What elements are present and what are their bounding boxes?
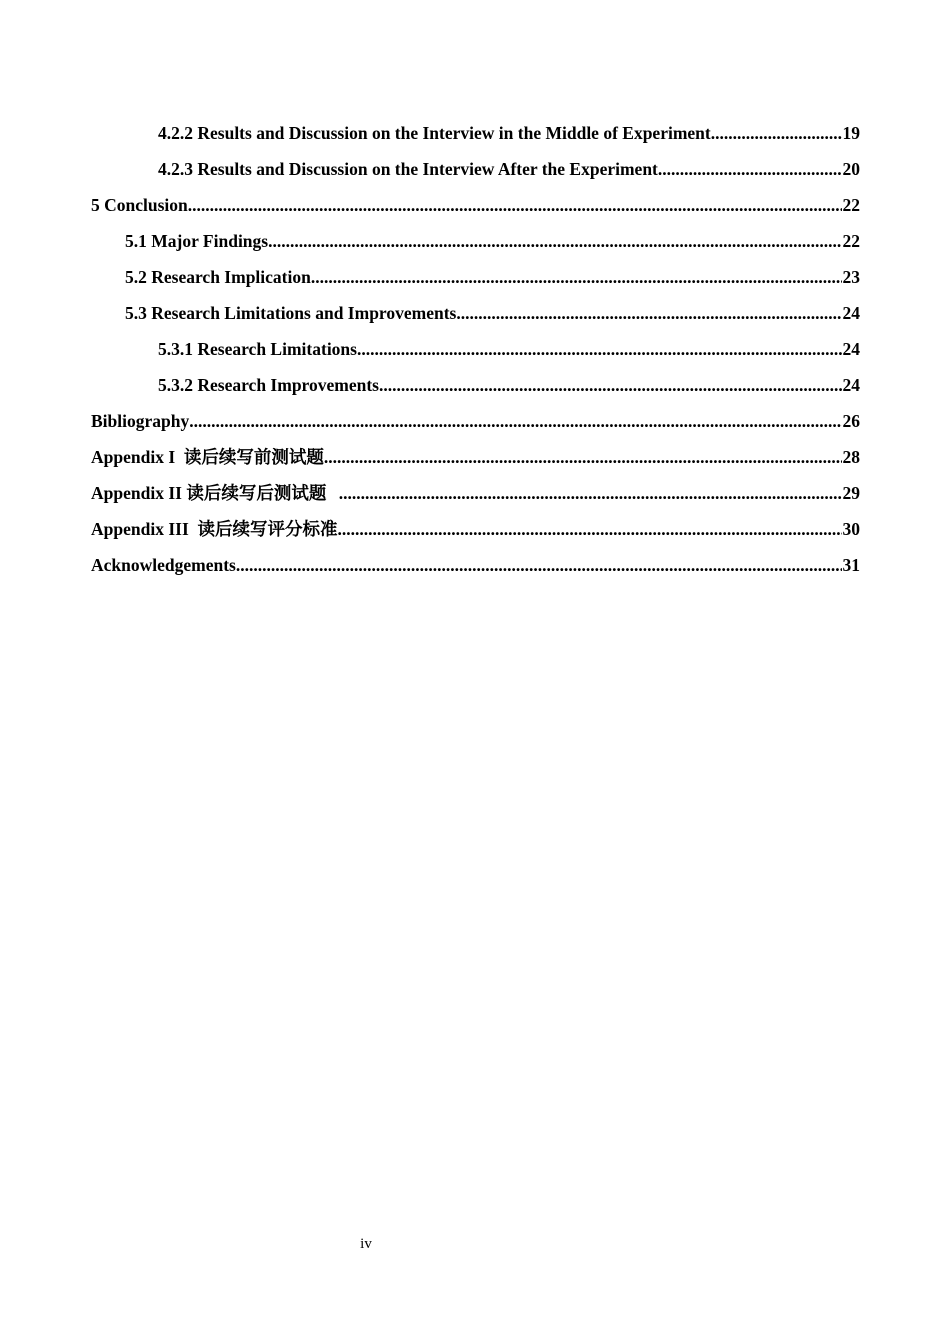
toc-entry-title: 4.2.2 Results and Discussion on the Interview in the Middle of Experiment <box>158 123 711 143</box>
toc-entry-title: 4.2.3 Results and Discussion on the Interview After the Experiment <box>158 159 658 179</box>
toc-dot-leader <box>658 154 842 184</box>
toc-dot-leader <box>357 334 842 364</box>
toc-dot-leader <box>711 118 842 148</box>
toc-entry-acknowledgements[interactable] <box>91 550 860 586</box>
toc-entry-page: 22 <box>842 231 860 251</box>
toc-dot-leader <box>338 514 842 544</box>
toc-entry-title: Appendix I 读后续写前测试题 <box>91 447 324 467</box>
toc-dot-leader <box>339 478 842 508</box>
toc-dot-leader <box>379 370 842 400</box>
toc-entry-title: 5.3.2 Research Improvements <box>158 375 379 395</box>
toc-entry-4-2-2[interactable] <box>91 118 860 154</box>
toc-dot-leader <box>268 226 841 256</box>
toc-entry-5-conclusion[interactable] <box>91 190 860 226</box>
toc-entry-5-3-1[interactable] <box>91 334 860 370</box>
toc-entry-page: 31 <box>842 555 860 575</box>
toc-entry-title: 5.2 Research Implication <box>125 267 311 287</box>
toc-entry-title: Appendix III 读后续写评分标准 <box>91 519 338 539</box>
toc-entry-5-3-2[interactable] <box>91 370 860 406</box>
toc-dot-leader <box>189 406 841 436</box>
toc-entry-title: Appendix II 读后续写后测试题 <box>91 483 331 503</box>
toc-entry-page: 23 <box>842 267 860 287</box>
toc-entry-page: 19 <box>842 123 860 143</box>
toc-entry-5-2[interactable] <box>91 262 860 298</box>
toc-dot-leader <box>236 550 842 580</box>
toc-dot-leader <box>188 190 842 220</box>
toc-entry-title: Bibliography <box>91 411 190 431</box>
toc-entry-5-1[interactable] <box>91 226 860 262</box>
toc-entry-5-3[interactable] <box>91 298 860 334</box>
toc-entry-title: 5.3.1 Research Limitations <box>158 339 357 359</box>
toc-entry-page: 30 <box>842 519 860 539</box>
table-of-contents <box>91 118 860 586</box>
toc-entry-page: 24 <box>842 375 860 395</box>
toc-entry-appendix-1[interactable] <box>91 442 860 478</box>
toc-dot-leader <box>311 262 842 292</box>
toc-entry-title: 5.1 Major Findings <box>125 231 269 251</box>
toc-entry-page: 24 <box>842 303 860 323</box>
toc-entry-4-2-3[interactable] <box>91 154 860 190</box>
toc-dot-leader <box>456 298 841 328</box>
toc-entry-page: 26 <box>842 411 860 431</box>
toc-entry-page: 20 <box>842 159 860 179</box>
toc-entry-title: 5 Conclusion <box>91 195 188 215</box>
toc-entry-page: 29 <box>842 483 860 503</box>
toc-entry-page: 24 <box>842 339 860 359</box>
toc-dot-leader <box>324 442 842 472</box>
toc-entry-page: 28 <box>842 447 860 467</box>
toc-entry-title: Acknowledgements <box>91 555 236 575</box>
toc-entry-page: 22 <box>842 195 860 215</box>
toc-entry-appendix-2[interactable] <box>91 478 860 514</box>
toc-entry-appendix-3[interactable] <box>91 514 860 550</box>
toc-entry-bibliography[interactable] <box>91 406 860 442</box>
toc-entry-title: 5.3 Research Limitations and Improvements <box>125 303 457 323</box>
page-number: iv <box>360 1236 372 1252</box>
